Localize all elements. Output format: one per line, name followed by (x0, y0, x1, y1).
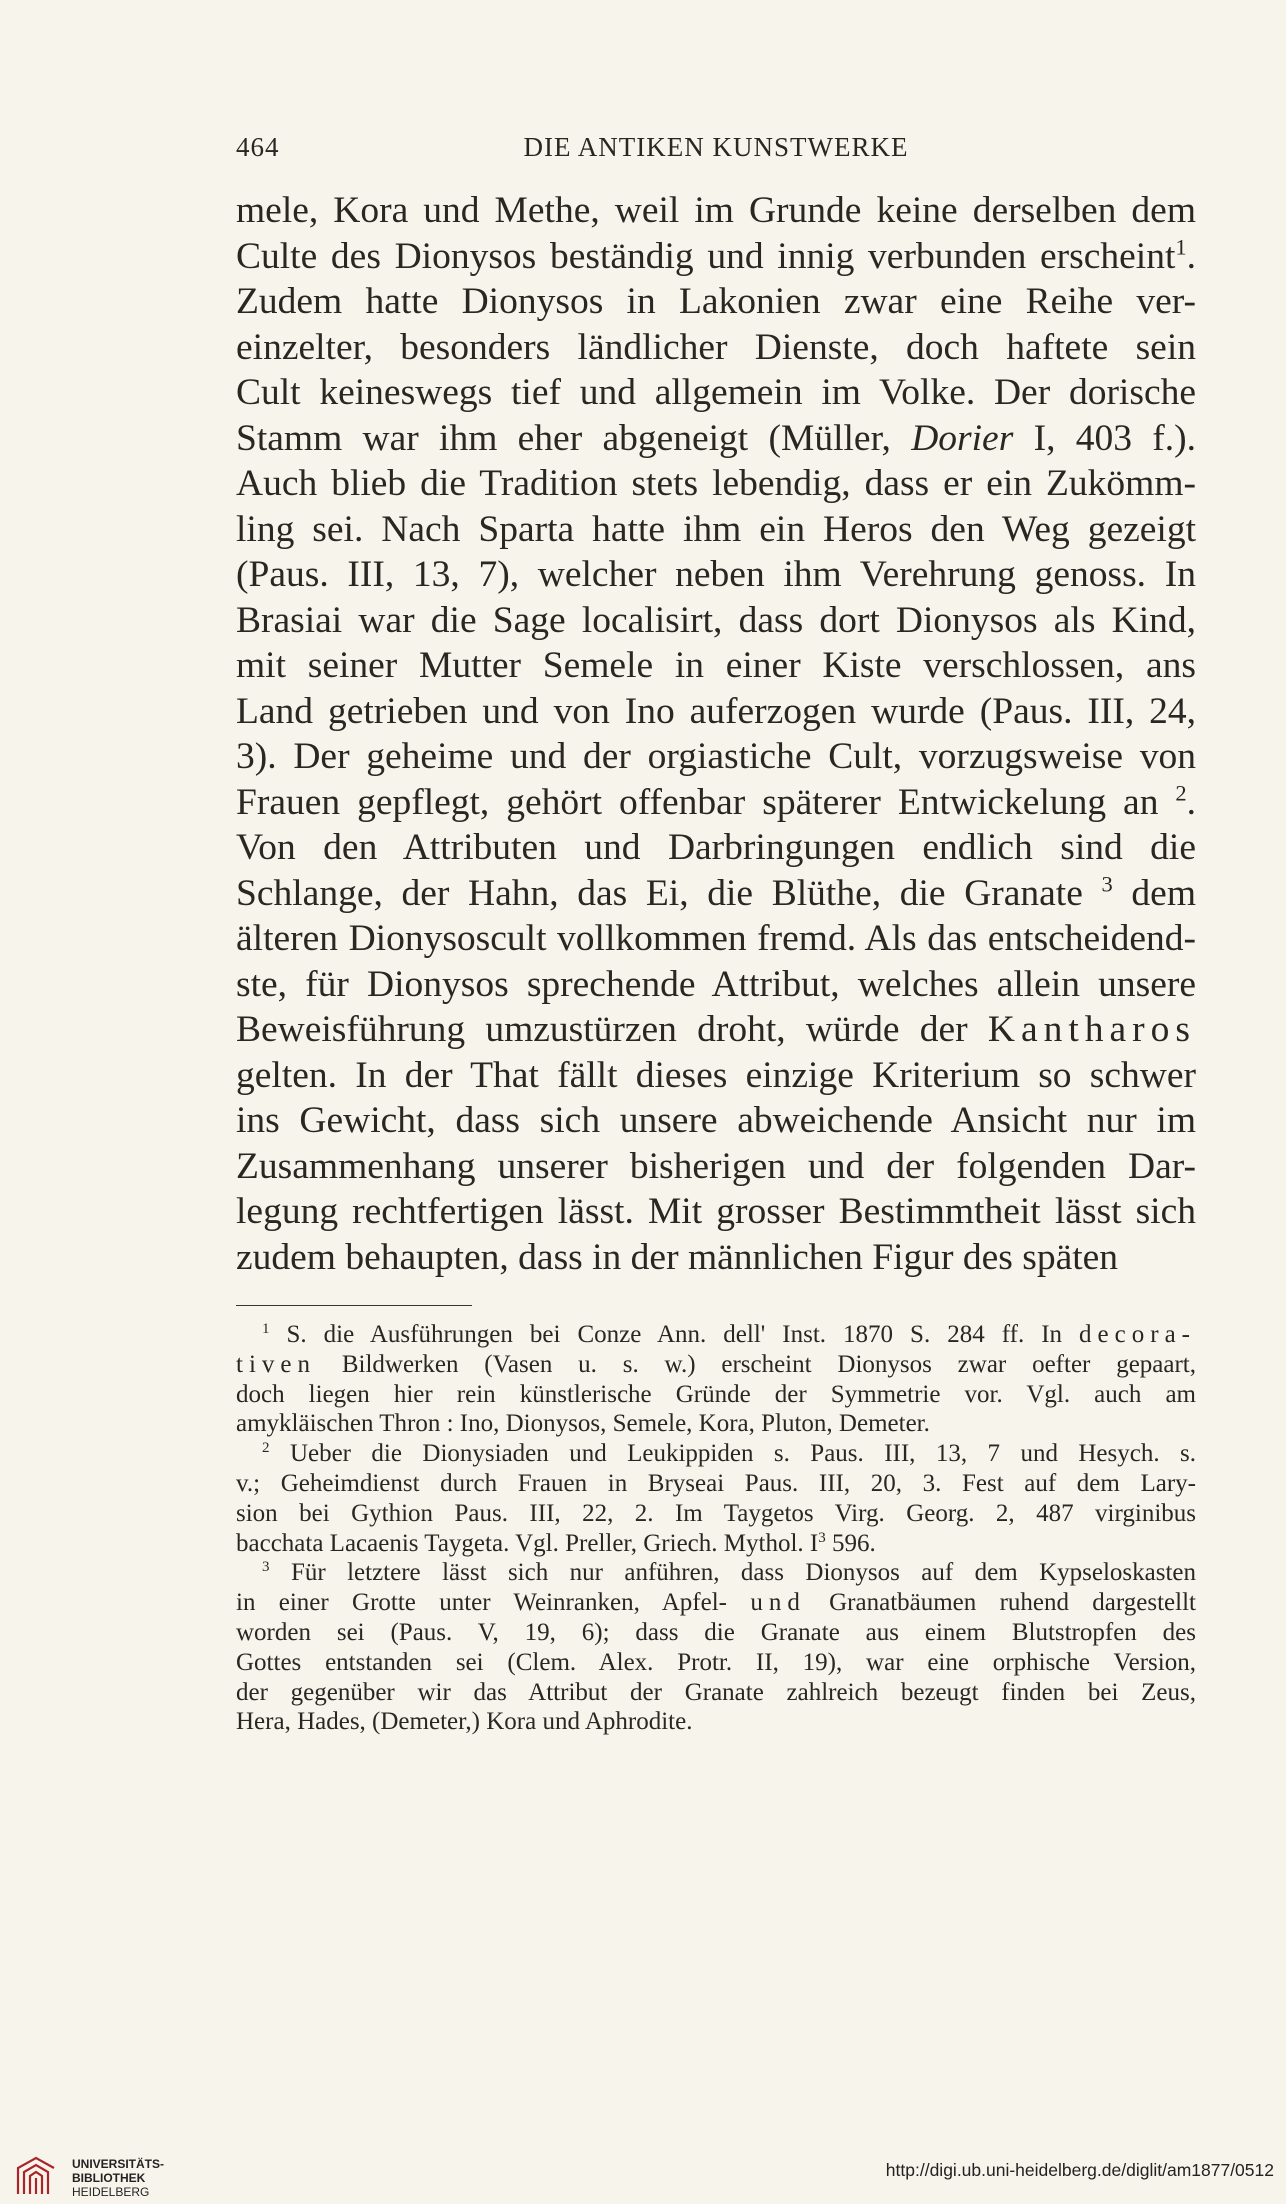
footnote-line: $^1$ S. die Ausführungen bei Conze Ann. dell' Inst. 1870 S. 284 ff. In decora- (262, 1321, 1196, 1348)
footnote-ref[interactable]: 3 (1101, 871, 1113, 896)
footnote-ref[interactable]: 1 (1175, 234, 1187, 259)
text-line: Zusammenhang unserer bisherigen und der folgenden Dar- (236, 1145, 1196, 1187)
footnote-line: $^3$ Für letztere lässt sich nur anführen, dass Dionysos auf dem Kypseloskasten (262, 1559, 1197, 1587)
footnote-line: in einer Grotte unter Weinranken, Apfel- und Granatbäumen ruhend dargestellt (236, 1589, 1196, 1617)
text-line: Cult keineswegs tief und allgemein im Volke. Der dorische (236, 372, 1196, 413)
footnote-2 (236, 1439, 1196, 1558)
footnote-line: Gottes entstanden sei (Clem. Alex. Protr. II, 19), war eine orphische Version, (236, 1648, 1196, 1676)
library-name: UNIVERSITÄTS- BIBLIOTHEK HEIDELBERG (72, 2157, 165, 2199)
text-line: mele, Kora und Methe, weil im Grunde keine derselben dem (236, 190, 1196, 231)
text-line: gelten. In der That fällt dieses einzige Kriterium so schwer (236, 1054, 1196, 1096)
text-line: Land getrieben und von Ino auferzogen wurde (Paus. III, 24, (236, 690, 1196, 732)
footnote-line: sion bei Gythion Paus. III, 22, 2. Im Taygetos Virg. Georg. 2, 487 virginibus (236, 1499, 1196, 1527)
footnote-1 (236, 1320, 1196, 1439)
footnotes (236, 1320, 1196, 1737)
footnote-line: amykläischen Thron : Ino, Dionysos, Semele, Kora, Pluton, Demeter. (236, 1410, 930, 1438)
running-title: DIE ANTIKEN KUNSTWERKE (523, 132, 909, 162)
text-line: mit seiner Mutter Semele in einer Kiste verschlossen, ans (236, 645, 1196, 686)
footnote-line: tiven Bildwerken (Vasen u. s. w.) erscheint Dionysos zwar oefter gepaart, (236, 1350, 1196, 1378)
main-text (236, 188, 1196, 1280)
footnote-line: Hera, Hades, (Demeter,) Kora und Aphrodite. (236, 1708, 693, 1736)
text-line: ling sei. Nach Sparta hatte ihm ein Heros den Weg gezeigt (236, 508, 1196, 550)
text-line: legung rechtfertigen lässt. Mit grosser Bestimmtheit lässt sich (236, 1191, 1196, 1232)
permalink-url[interactable]: http://digi.ub.uni-heidelberg.de/diglit/am1877/0512 (885, 2160, 1274, 2180)
footnote-line: doch liegen hier rein künstlerische Gründe der Symmetrie vor. Vgl. auch am (236, 1380, 1196, 1408)
text-line: älteren Dionysoscult vollkommen fremd. Als das entscheidend- (236, 918, 1196, 959)
text-line: einzelter, besonders ländlicher Dienste, doch haftete sein (236, 326, 1196, 368)
library-logo-icon[interactable] (14, 2154, 58, 2196)
text-line: ins Gewicht, dass sich unsere abweichende Ansicht nur im (236, 1100, 1196, 1141)
text-line: Frauen gepflegt, gehört offenbar späterer Entwickelung an $^2$. (236, 780, 1197, 823)
footnote-line: worden sei (Paus. V, 19, 6); dass die Granate aus einem Blutstropfen des (236, 1618, 1196, 1646)
footnote-3 (236, 1558, 1196, 1737)
footnote-line: v.; Geheimdienst durch Frauen in Bryseai Paus. III, 20, 3. Fest auf dem Lary- (236, 1469, 1196, 1497)
text-line: ste, für Dionysos sprechende Attribut, welches allein unsere (236, 963, 1196, 1005)
text-line: Culte des Dionysos beständig und innig verbunden erscheint$^1$. (236, 234, 1196, 277)
text-line: Brasiai war die Sage localisirt, dass dort Dionysos als Kind, (236, 599, 1196, 641)
text-line: Stamm war ihm eher abgeneigt (Müller, Dorier I, 403 f.). (236, 417, 1196, 459)
footnote-ref[interactable]: 2 (1175, 780, 1187, 805)
running-head (236, 132, 1196, 172)
text-line: Schlange, der Hahn, das Ei, die Blüthe, die Granate $^3$ dem (236, 871, 1196, 914)
text-line: Zudem hatte Dionysos in Lakonien zwar eine Reihe ver- (236, 281, 1196, 322)
footer-bar (0, 2140, 1286, 2204)
text-line: Beweisführung umzustürzen droht, würde der Kantharos (236, 1009, 1196, 1050)
text-line: zudem behaupten, dass in der männlichen Figur des späten (236, 1236, 1119, 1278)
footnote-line: bacchata Lacaenis Taygeta. Vgl. Preller, Griech. Mythol. $I^3$ 596. (236, 1529, 876, 1557)
text-line: Auch blieb die Tradition stets lebendig, dass er ein Zukömm- (236, 463, 1196, 504)
footnote-line: $^2$ Ueber die Dionysiaden und Leukippiden s. Paus. III, 13, 7 und Hesych. s. (262, 1440, 1197, 1468)
text-line: (Paus. III, 13, 7), welcher neben ihm Verehrung genoss. In (236, 554, 1196, 595)
footnote-divider (236, 1305, 472, 1306)
text-line: 3). Der geheime und der orgiastiche Cult, vorzugsweise von (236, 736, 1196, 777)
text-line: Von den Attributen und Darbringungen endlich sind die (236, 827, 1196, 868)
footnote-line: der gegenüber wir das Attribut der Granate zahlreich bezeugt finden bei Zeus, (236, 1678, 1196, 1706)
page-number: 464 (236, 132, 280, 162)
